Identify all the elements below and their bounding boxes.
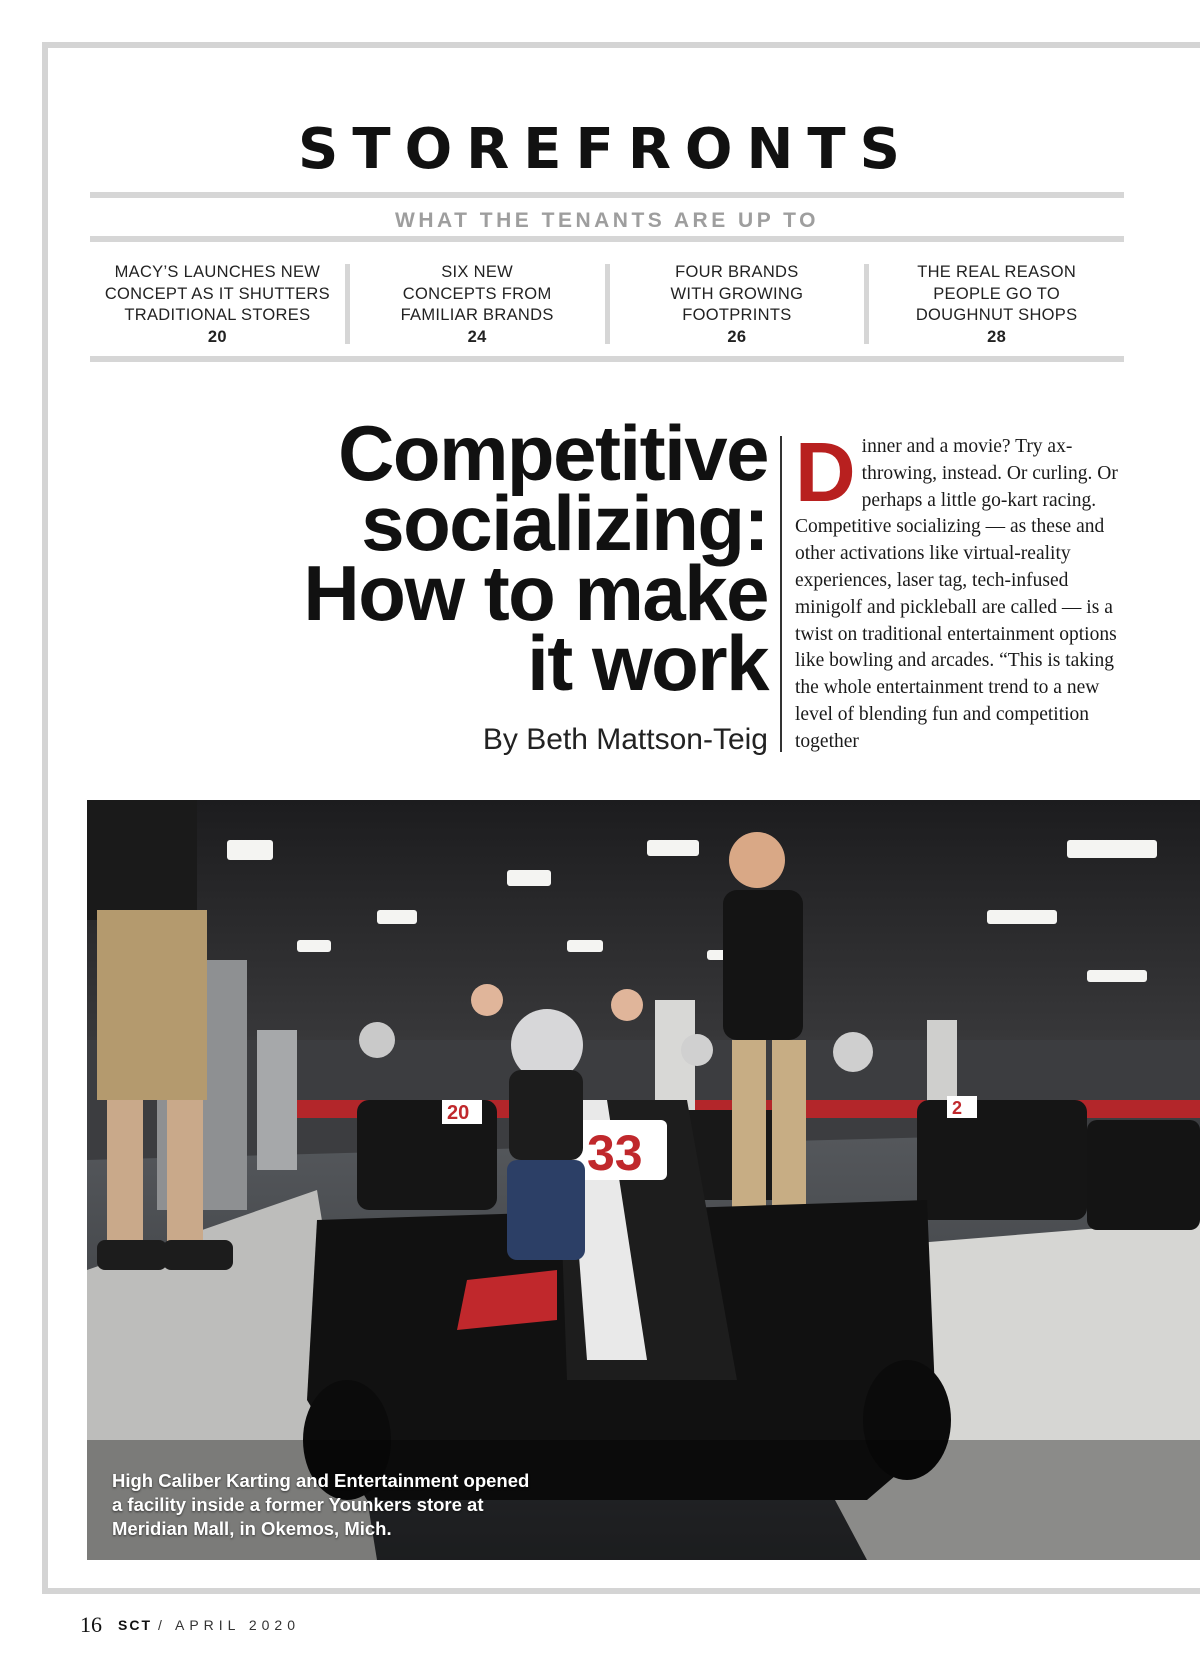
section-kicker: WHAT THE TENANTS ARE UP TO bbox=[395, 209, 819, 232]
article-headline: Competitive socializing: How to make it work bbox=[303, 409, 768, 707]
teaser-item[interactable] bbox=[350, 262, 605, 346]
kart-number: 2 bbox=[952, 1098, 963, 1118]
article-byline: By Beth Mattson-Teig bbox=[482, 723, 768, 756]
section-title: STOREFRONTS bbox=[298, 117, 914, 182]
page-frame-top bbox=[42, 42, 1200, 48]
issue-date: / APRIL 2020 bbox=[158, 1617, 300, 1633]
kart-number: 33 bbox=[587, 1125, 643, 1181]
teaser-item[interactable] bbox=[610, 262, 865, 346]
section-rule-middle bbox=[90, 236, 1124, 242]
page-number: 16 bbox=[80, 1612, 102, 1637]
teaser-title: FOUR BRANDS WITH GROWING FOOTPRINTS bbox=[670, 263, 804, 324]
page-frame-left bbox=[42, 42, 48, 1594]
article-body-text: inner and a movie? Try ax-throwing, instead. Or curling. Or perhaps a little go-kart racing. Competitive socializing — as these and other activations like virtual-reality experiences, laser tag, tech-infused minigolf and pickleball are called — is a twist on traditional entertainment options like bowling and arcades. “This is taking the whole entertainment trend to a new level of blending fun and competition together bbox=[795, 436, 1118, 752]
teaser-title: MACY’S LAUNCHES NEW CONCEPT AS IT SHUTTERS TRADITIONAL STORES bbox=[104, 263, 330, 324]
go-kart-photo-illustration bbox=[87, 800, 1200, 1560]
teaser-title: SIX NEW CONCEPTS FROM FAMILIAR BRANDS bbox=[400, 263, 554, 324]
article-photo bbox=[87, 800, 1200, 1560]
column-rule bbox=[780, 436, 782, 752]
teaser-item[interactable] bbox=[90, 262, 345, 346]
teaser-page-number: 26 bbox=[727, 327, 747, 346]
photo-caption: High Caliber Karting and Entertainment opened a facility inside a former Younkers store at Meridian Mall, in Okemos, Mich. bbox=[112, 1470, 530, 1539]
teaser-row bbox=[90, 262, 1124, 346]
article-body bbox=[795, 425, 1121, 756]
teaser-page-number: 20 bbox=[207, 327, 227, 346]
teaser-page-number: 24 bbox=[467, 327, 487, 346]
teaser-title: THE REAL REASON PEOPLE GO TO DOUGHNUT SHOPS bbox=[915, 263, 1078, 324]
teaser-item[interactable] bbox=[869, 262, 1124, 346]
kart-number: 20 bbox=[447, 1102, 470, 1124]
section-rule-bottom bbox=[90, 356, 1124, 362]
section-rule-top bbox=[90, 192, 1124, 198]
teaser-page-number: 28 bbox=[987, 327, 1007, 346]
publication-name: SCT bbox=[118, 1617, 152, 1633]
page-frame-bottom bbox=[42, 1588, 1200, 1594]
drop-cap: D bbox=[795, 425, 856, 519]
